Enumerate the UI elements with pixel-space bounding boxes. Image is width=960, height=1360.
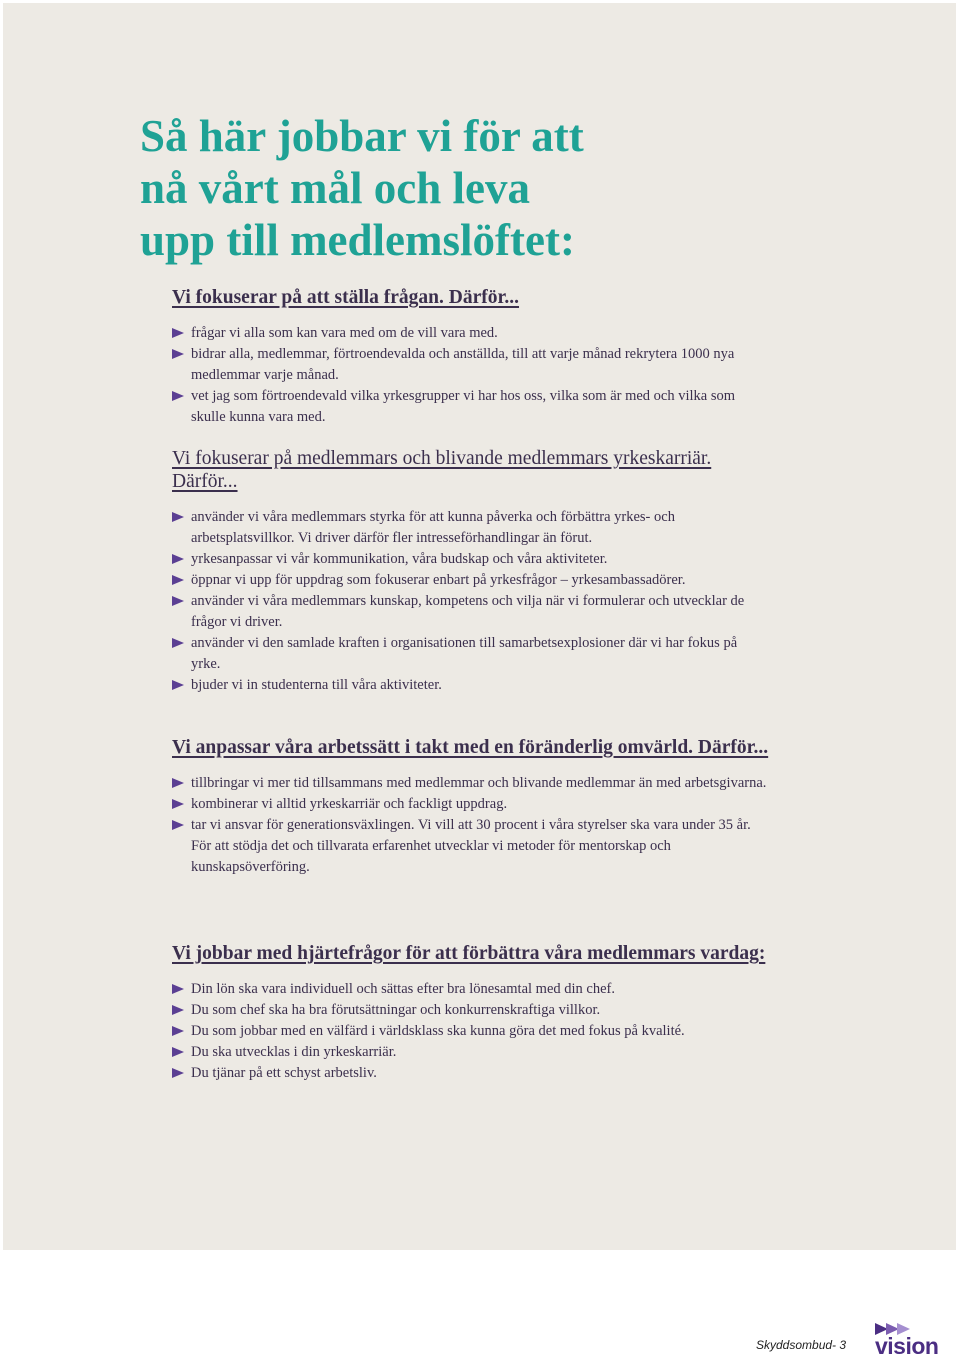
arrow-bullet-icon <box>172 799 184 809</box>
list-item: tar vi ansvar för generationsväxlingen. Vi vill att 30 procent i våra styrelser ska vara under 35 år. För att stödja det och tillvarata erfarenhet utvecklar vi metoder för mentorskap och kunskapsöverföring. <box>172 815 772 878</box>
arrow-bullet-icon <box>172 1005 184 1015</box>
section-adapt <box>172 736 772 878</box>
list-item: Din lön ska vara individuell och sättas efter bra lönesamtal med din chef. <box>172 979 772 1000</box>
logo-wordmark: vision <box>875 1333 939 1359</box>
bullet-list <box>172 773 772 878</box>
arrow-bullet-icon <box>172 1026 184 1036</box>
arrow-bullet-icon <box>172 1047 184 1057</box>
list-item: använder vi våra medlemmars styrka för att kunna påverka och förbättra yrkes- och arbetsplatsvillkor. Vi driver därför fler intresseförhandlingar än förut. <box>172 507 762 549</box>
title-line: upp till medlemslöftet: <box>140 215 575 265</box>
list-item: använder vi våra medlemmars kunskap, kompetens och vilja när vi formulerar och utvecklar de frågor vi driver. <box>172 591 762 633</box>
arrow-bullet-icon <box>172 680 184 690</box>
arrow-bullet-icon <box>172 984 184 994</box>
title-line: nå vårt mål och leva <box>140 163 530 213</box>
arrow-bullet-icon <box>172 349 184 359</box>
page-footer-label: Skyddsombud- 3 <box>756 1338 847 1352</box>
section-career <box>172 447 762 696</box>
arrow-bullet-icon <box>172 512 184 522</box>
bullet-list <box>172 507 762 696</box>
section-core-issues <box>172 942 772 1084</box>
arrow-bullet-icon <box>172 391 184 401</box>
list-item: yrkesanpassar vi vår kommunikation, våra budskap och våra aktiviteter. <box>172 549 762 570</box>
list-item: Du som chef ska ha bra förutsättningar och konkurrenskraftiga villkor. <box>172 1000 772 1021</box>
section-heading: Vi anpassar våra arbetssätt i takt med en föränderlig omvärld. Därför... <box>172 737 769 758</box>
list-item: frågar vi alla som kan vara med om de vill vara med. <box>172 323 772 344</box>
arrow-bullet-icon <box>172 596 184 606</box>
section-heading: Vi fokuserar på medlemmars och blivande medlemmars yrkeskarriär. Därför... <box>172 448 712 492</box>
arrow-bullet-icon <box>172 554 184 564</box>
title-line: Så här jobbar vi för att <box>140 111 584 161</box>
arrow-bullet-icon <box>172 820 184 830</box>
list-item: tillbringar vi mer tid tillsammans med medlemmar och blivande medlemmar än med arbetsgivarna. <box>172 773 772 794</box>
arrow-bullet-icon <box>172 1068 184 1078</box>
list-item: Du ska utvecklas i din yrkeskarriär. <box>172 1042 772 1063</box>
bullet-list <box>172 979 772 1084</box>
list-item: bidrar alla, medlemmar, förtroendevalda och anställda, till att varje månad rekrytera 1000 nya medlemmar varje månad. <box>172 344 772 386</box>
arrow-bullet-icon <box>172 328 184 338</box>
arrow-bullet-icon <box>172 778 184 788</box>
section-heading: Vi jobbar med hjärtefrågor för att förbättra våra medlemmars vardag: <box>172 943 766 964</box>
list-item: Du som jobbar med en välfärd i världsklass ska kunna göra det med fokus på kvalité. <box>172 1021 772 1042</box>
list-item: kombinerar vi alltid yrkeskarriär och fackligt uppdrag. <box>172 794 772 815</box>
arrow-bullet-icon <box>172 638 184 648</box>
list-item: bjuder vi in studenterna till våra aktiviteter. <box>172 675 762 696</box>
vision-logo <box>873 1322 953 1360</box>
section-heading: Vi fokuserar på att ställa frågan. Därför... <box>172 287 520 308</box>
arrow-bullet-icon <box>172 575 184 585</box>
page-title <box>140 110 584 266</box>
list-item: öppnar vi upp för uppdrag som fokuserar enbart på yrkesfrågor – yrkesambassadörer. <box>172 570 762 591</box>
list-item: vet jag som förtroendevald vilka yrkesgrupper vi har hos oss, vilka som är med och vilka som skulle kunna vara med. <box>172 386 772 428</box>
section-ask-question <box>172 286 772 428</box>
bullet-list <box>172 323 772 428</box>
list-item: använder vi den samlade kraften i organisationen till samarbetsexplosioner där vi har fokus på yrke. <box>172 633 762 675</box>
list-item: Du tjänar på ett schyst arbetsliv. <box>172 1063 772 1084</box>
